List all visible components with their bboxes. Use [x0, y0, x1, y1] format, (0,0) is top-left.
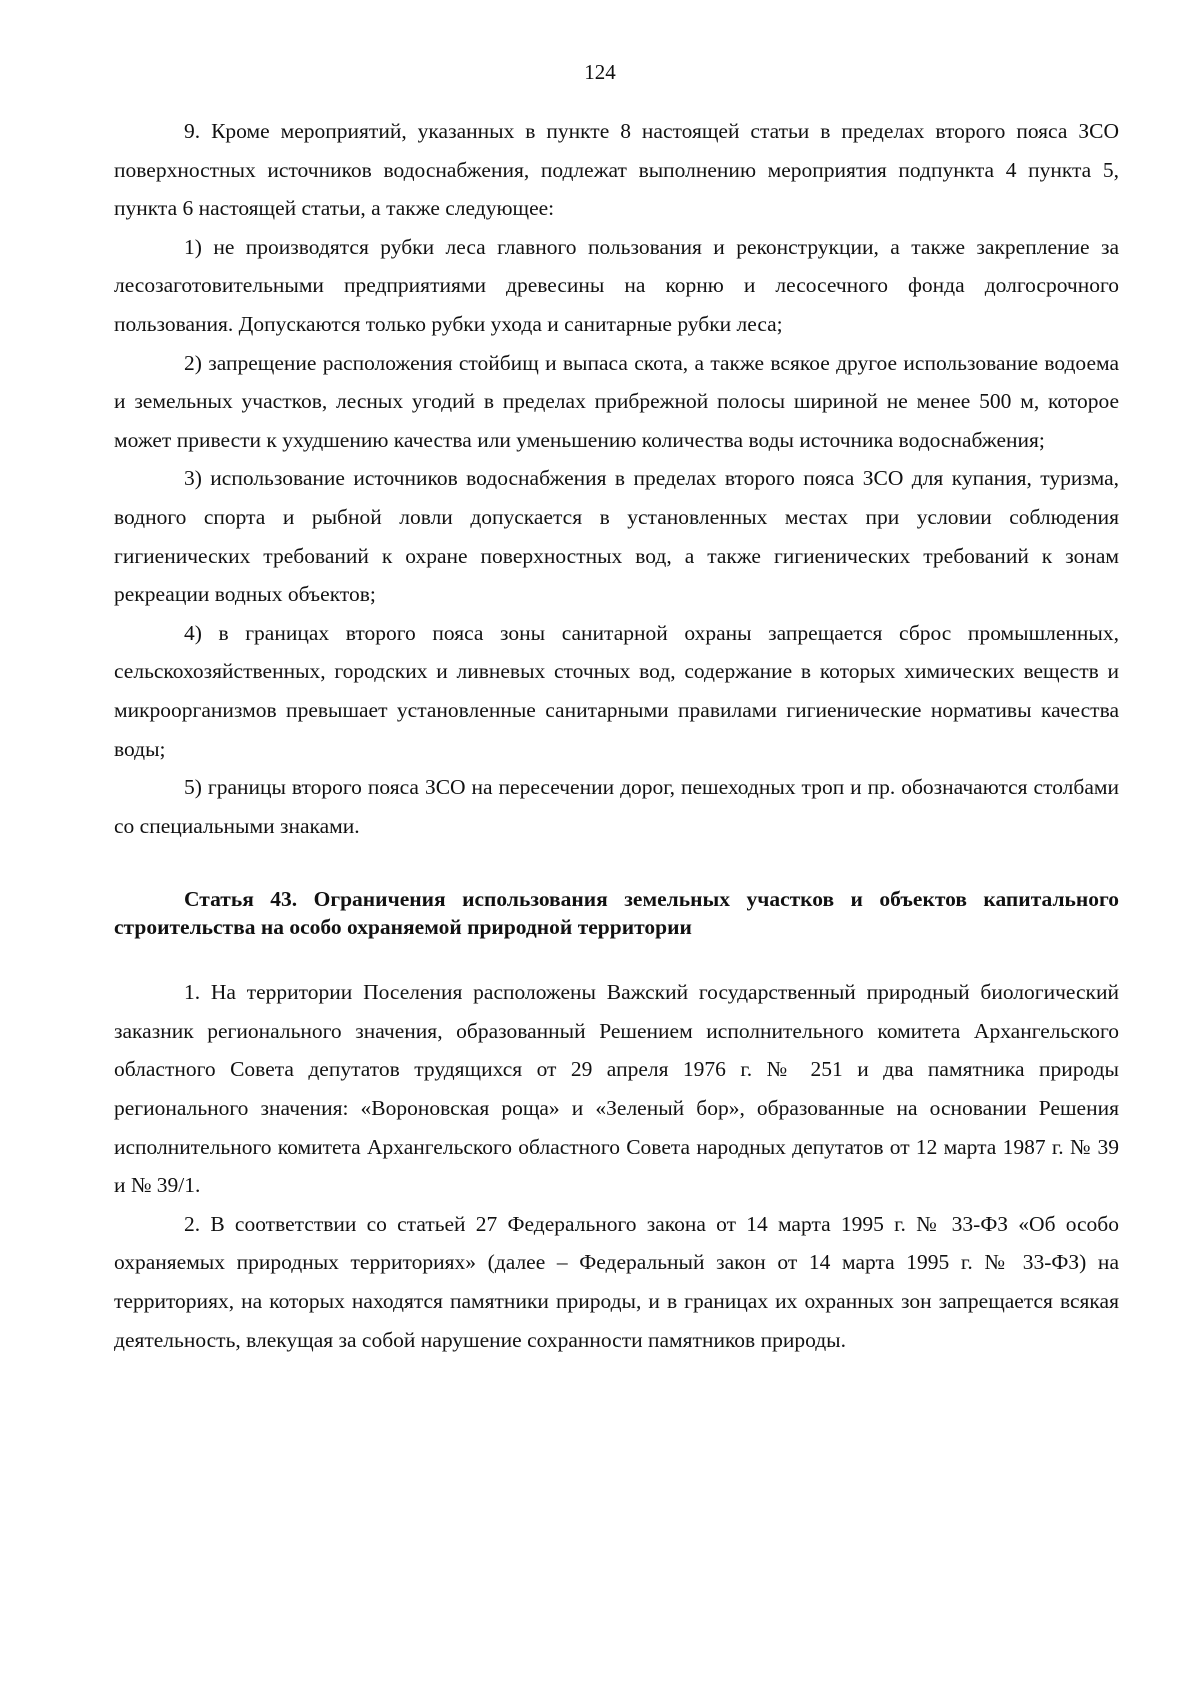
paragraph-subitem-5: 5) границы второго пояса ЗСО на пересечении дорог, пешеходных троп и пр. обозначаются столбами со специальными знаками.: [114, 775, 1119, 838]
paragraph-subitem-4: 4) в границах второго пояса зоны санитарной охраны запрещается сброс промышленных, сельскохозяйственных, городских и ливневых сточных вод, содержание в которых химических веществ и микроорганизмов превышает установленные санитарными правилами гигиенические нормативы качества воды;: [114, 620, 1119, 761]
article-heading: Статья 43. Ограничения использования земельных участков и объектов капитального строительства на особо охраняемой природной территории: [114, 887, 1119, 940]
paragraph-subitem-1: 1) не производятся рубки леса главного пользования и реконструкции, а также закрепление за лесозаготовительными предприятиями древесины на корню и лесосечного фонда долгосрочного пользования. Допускаются только рубки ухода и санитарные рубки леса;: [114, 234, 1119, 336]
paragraph-subitem-2: 2) запрещение расположения стойбищ и выпаса скота, а также всякое другое использование водоема и земельных участков, лесных угодий в пределах прибрежной полосы шириной не менее 500 м, которое может привести к ухудшению качества или уменьшению количества воды источника водоснабжения;: [114, 350, 1119, 452]
paragraph-subitem-3: 3) использование источников водоснабжения в пределах второго пояса ЗСО для купания, туризма, водного спорта и рыбной ловли допускается в установленных местах при условии соблюдения гигиенических требований к охране поверхностных вод, а также гигиенических требований к зонам рекреации водных объектов;: [114, 466, 1119, 607]
paragraph-article-item-2: 2. В соответствии со статьей 27 Федерального закона от 14 марта 1995 г. № 33-ФЗ «Об особо охраняемых природных территориях» (далее – Федеральный закон от 14 марта 1995 г. № 33-ФЗ) на территориях, на которых находятся памятники природы, и в границах их охранных зон запрещается всякая деятельность, влекущая за собой нарушение сохранности памятников природы.: [114, 1211, 1119, 1352]
paragraph-item-9: 9. Кроме мероприятий, указанных в пункте 8 настоящей статьи в пределах второго пояса ЗСО поверхностных источников водоснабжения, подлежат выполнению мероприятия подпункта 4 пункта 5, пункта 6 настоящей статьи, а также следующее:: [114, 119, 1119, 221]
paragraph-article-item-1: 1. На территории Поселения расположены Важский государственный природный биологический заказник регионального значения, образованный Решением исполнительного комитета Архангельского областного Совета депутатов трудящихся от 29 апреля 1976 г. № 251 и два памятника природы регионального значения: «Вороновская роща» и «Зеленый бор», образованные на основании Решения исполнительного комитета Архангельского областного Совета народных депутатов от 12 марта 1987 г. № 39 и № 39/1.: [114, 980, 1119, 1198]
page-number: 124: [584, 60, 616, 84]
document-body: [114, 112, 1119, 1359]
